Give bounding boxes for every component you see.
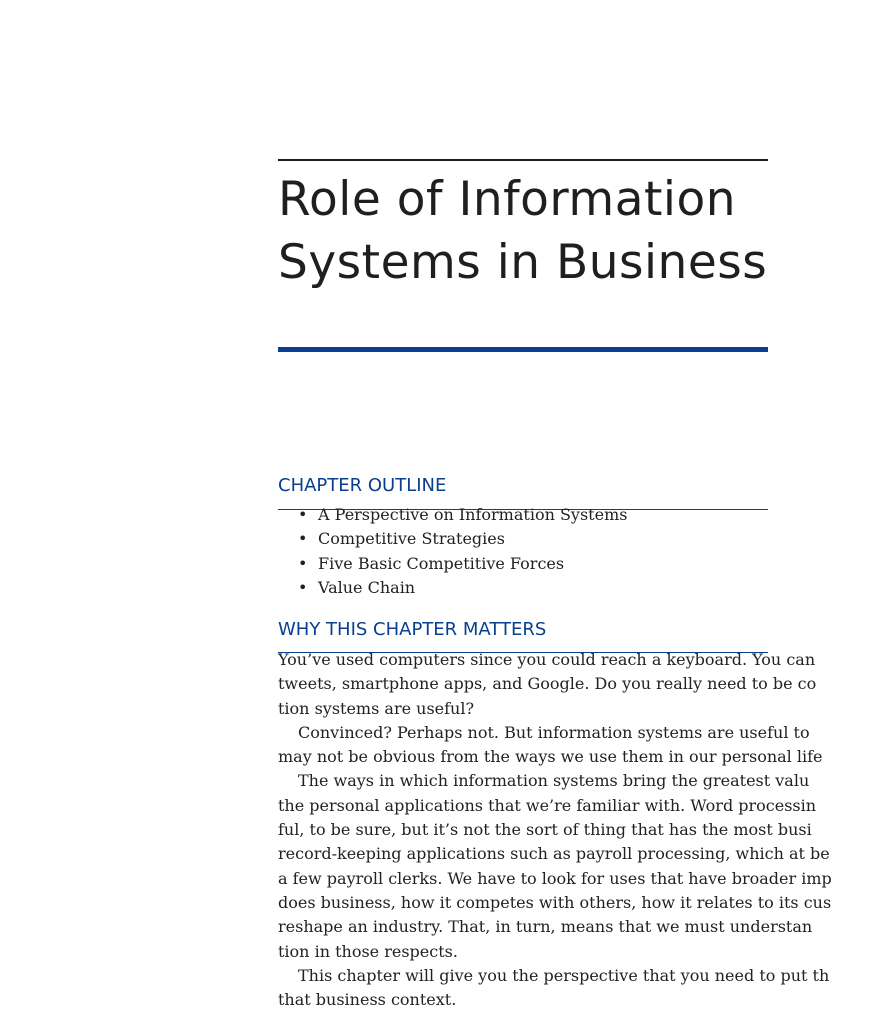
body-line: the personal applications that we’re familiar with. Word processin	[278, 795, 817, 815]
chapter-title-line-1: Role of Information	[278, 172, 737, 227]
bullet-icon: •	[298, 529, 308, 549]
body-line: This chapter will give you the perspective that you need to put th	[298, 965, 830, 985]
body-line: tion in those respects.	[278, 941, 458, 961]
bullet-icon: •	[298, 577, 308, 597]
body-line: does business, how it competes with others, how it relates to its cus	[278, 892, 832, 912]
outline-item-label: Five Basic Competitive Forces	[318, 553, 565, 573]
bullet-icon: •	[298, 505, 308, 524]
body-line: ful, to be sure, but it’s not the sort of thing that has the most busi	[278, 820, 812, 840]
outline-item	[278, 576, 627, 600]
bullet-icon: •	[298, 553, 308, 573]
outline-item	[278, 527, 627, 551]
body-line: may not be obvious from the ways we use them in our personal life	[278, 747, 823, 767]
outline-item	[278, 552, 627, 576]
body-line: that business context.	[278, 990, 457, 1010]
chapter-title	[278, 168, 768, 294]
outline-item-label: Value Chain	[318, 577, 416, 597]
body-line: reshape an industry. That, in turn, means that we must understan	[278, 917, 813, 937]
chapter-title-line-2: Systems in Business	[278, 235, 768, 290]
why-chapter-matters-heading: WHY THIS CHAPTER MATTERS	[278, 619, 547, 640]
body-line: tweets, smartphone apps, and Google. Do you really need to be co	[278, 674, 817, 694]
body-line: record-keeping applications such as payroll processing, which at be	[278, 844, 830, 864]
chapter-outline-heading: CHAPTER OUTLINE	[278, 475, 447, 496]
outline-item	[278, 503, 627, 527]
top-rule	[278, 159, 768, 161]
body-text	[278, 648, 878, 1012]
outline-item-label: Competitive Strategies	[318, 529, 505, 549]
body-line: tion systems are useful?	[278, 698, 475, 718]
body-line: a few payroll clerks. We have to look for uses that have broader imp	[278, 868, 832, 888]
body-line: Convinced? Perhaps not. But information systems are useful to	[298, 722, 810, 742]
body-line: The ways in which information systems bring the greatest valu	[298, 771, 810, 791]
chapter-outline-list	[278, 503, 627, 600]
body-line: You’ve used computers since you could reach a keyboard. You can	[278, 650, 816, 669]
title-underline-rule	[278, 347, 768, 352]
outline-item-label: A Perspective on Information Systems	[318, 505, 628, 524]
